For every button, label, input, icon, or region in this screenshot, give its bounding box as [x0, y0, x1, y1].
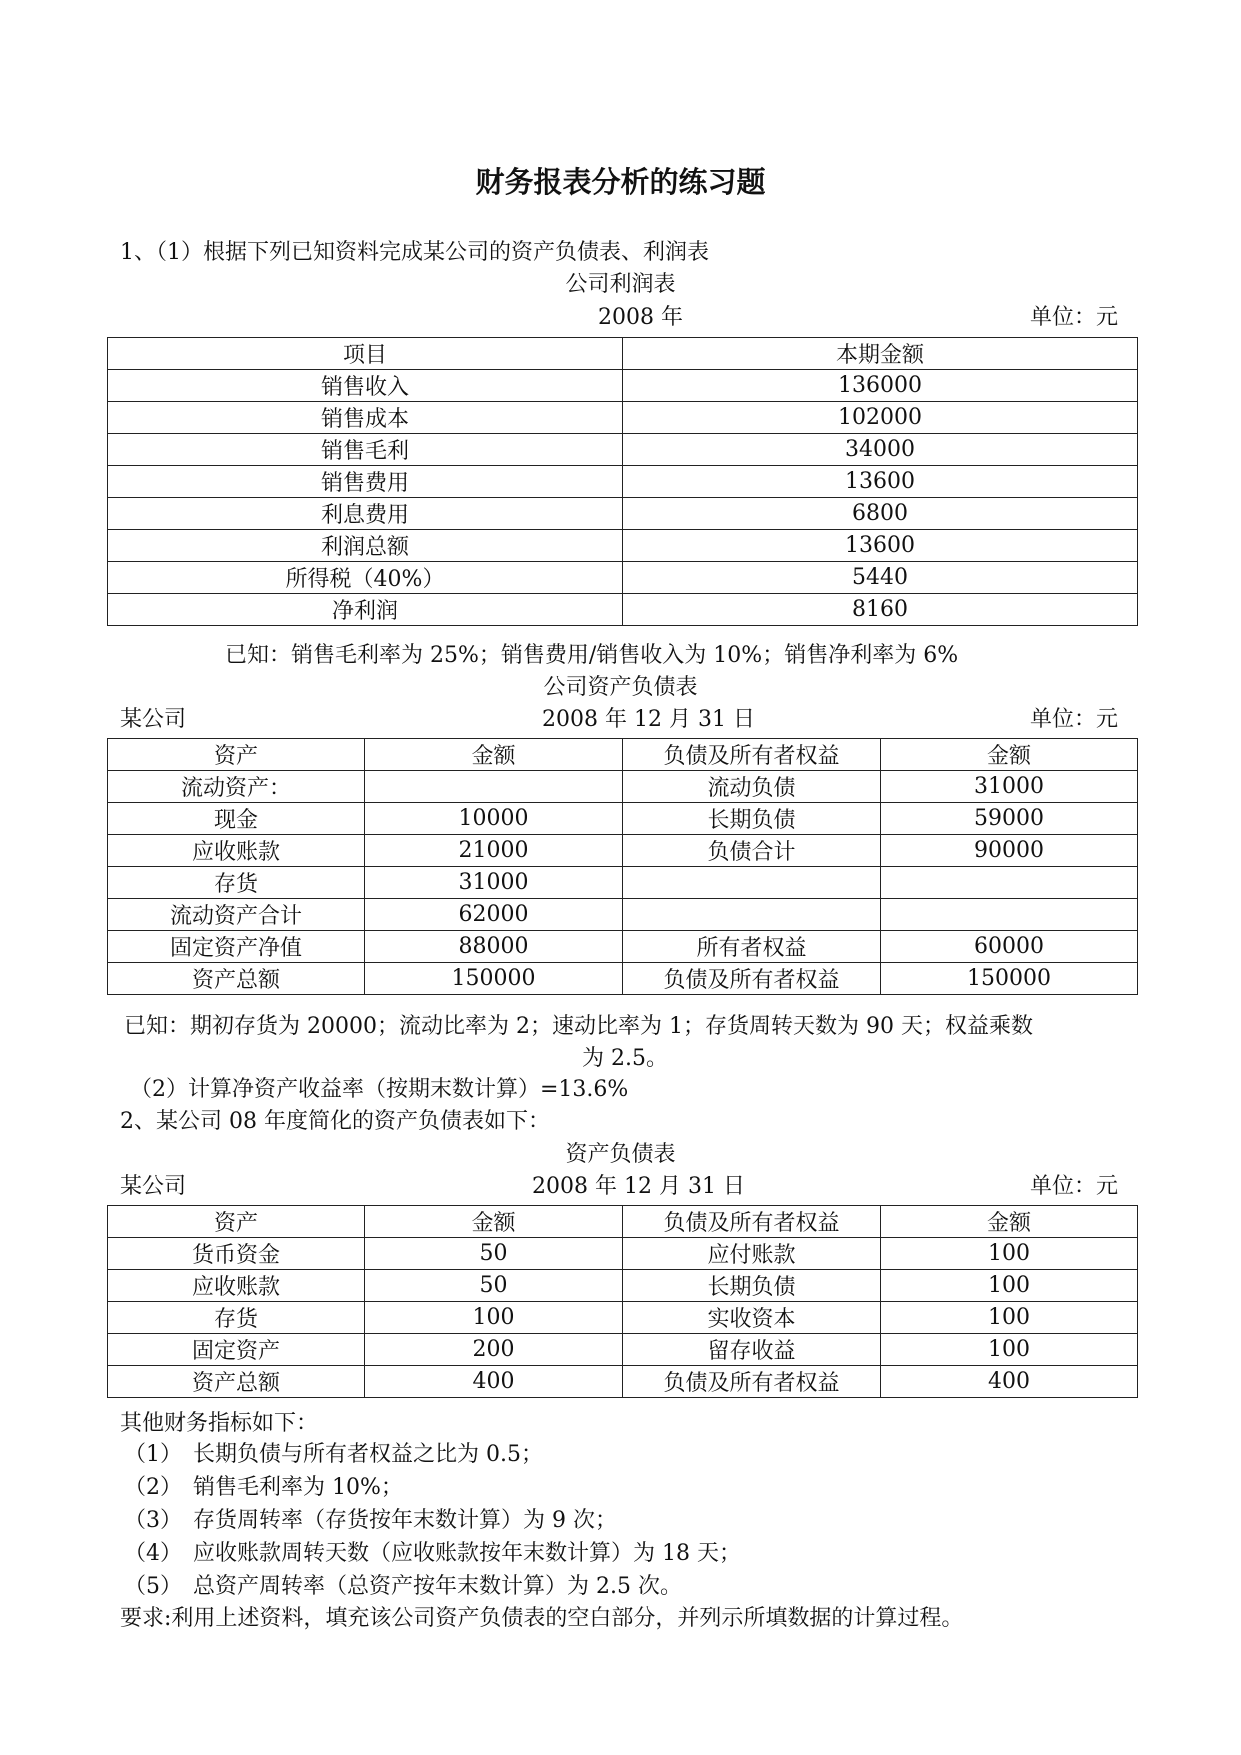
table-cell: 31000 [881, 771, 1138, 803]
table-row [108, 931, 1138, 963]
table-row [108, 1366, 1138, 1398]
indicator-item: （2） 销售毛利率为 10%； [124, 1475, 403, 1500]
indicator-item: （3） 存货周转率（存货按年末数计算）为 9 次； [124, 1508, 617, 1533]
column-header: 金额 [881, 739, 1138, 771]
table-cell: 100 [881, 1270, 1138, 1302]
income-caption: 公司利润表 [565, 272, 676, 297]
table-cell: 88000 [365, 931, 623, 963]
table-cell: 应付账款 [623, 1238, 881, 1270]
q2-intro: 2、某公司 08 年度简化的资产负债表如下： [120, 1109, 550, 1134]
q2-header-row [108, 1206, 1138, 1238]
table-cell: 100 [365, 1302, 623, 1334]
table-cell: 所得税（40%） [108, 562, 623, 594]
table-cell [623, 899, 881, 931]
table-row [108, 594, 1138, 626]
table-row [108, 402, 1138, 434]
indicator-item: （5） 总资产周转率（总资产按年末数计算）为 2.5 次。 [124, 1574, 682, 1599]
table-cell: 现金 [108, 803, 365, 835]
table-cell: 所有者权益 [623, 931, 881, 963]
table-cell: 销售收入 [108, 370, 623, 402]
table-row [108, 1302, 1138, 1334]
table-cell: 34000 [623, 434, 1138, 466]
page-title: 财务报表分析的练习题 [475, 165, 766, 199]
table-cell: 50 [365, 1270, 623, 1302]
column-header: 项目 [108, 338, 623, 370]
column-header: 负债及所有者权益 [623, 739, 881, 771]
table-cell: 利息费用 [108, 498, 623, 530]
table-cell: 负债及所有者权益 [623, 1366, 881, 1398]
q2-caption: 资产负债表 [565, 1142, 676, 1167]
table-cell [881, 867, 1138, 899]
table-cell: 400 [881, 1366, 1138, 1398]
income-year: 2008 年 [598, 305, 683, 330]
column-header: 金额 [365, 739, 623, 771]
table-cell: 21000 [365, 835, 623, 867]
table-cell [365, 771, 623, 803]
table-cell: 13600 [623, 466, 1138, 498]
table-cell: 流动资产： [108, 771, 365, 803]
table-cell: 62000 [365, 899, 623, 931]
balance-date: 2008 年 12 月 31 日 [542, 707, 755, 732]
table-cell: 流动负债 [623, 771, 881, 803]
table-cell: 应收账款 [108, 835, 365, 867]
table-cell: 长期负债 [623, 1270, 881, 1302]
table-row [108, 803, 1138, 835]
balance-unit: 单位：元 [1030, 707, 1119, 732]
table-cell: 流动资产合计 [108, 899, 365, 931]
balance-sheet-table [107, 738, 1138, 995]
table-cell: 50 [365, 1238, 623, 1270]
table-cell: 利润总额 [108, 530, 623, 562]
table-cell: 100 [881, 1334, 1138, 1366]
table-row [108, 466, 1138, 498]
table-cell: 6800 [623, 498, 1138, 530]
table-cell: 102000 [623, 402, 1138, 434]
table-cell: 存货 [108, 1302, 365, 1334]
table-row [108, 963, 1138, 995]
table-row [108, 498, 1138, 530]
income-note: 已知：销售毛利率为 25%；销售费用/销售收入为 10%；销售净利率为 6% [225, 643, 959, 668]
balance-header-row [108, 739, 1138, 771]
income-unit: 单位：元 [1030, 305, 1119, 330]
table-row [108, 867, 1138, 899]
table-row [108, 899, 1138, 931]
column-header: 金额 [365, 1206, 623, 1238]
table-cell: 存货 [108, 867, 365, 899]
column-header: 资产 [108, 1206, 365, 1238]
table-cell: 实收资本 [623, 1302, 881, 1334]
table-cell: 200 [365, 1334, 623, 1366]
table-cell: 136000 [623, 370, 1138, 402]
balance-company: 某公司 [120, 707, 187, 732]
balance-note-line1: 已知：期初存货为 20000；流动比率为 2；速动比率为 1；存货周转天数为 90 天；权益乘数 [124, 1014, 1033, 1039]
table-row [108, 1238, 1138, 1270]
q1-intro: 1、（1）根据下列已知资料完成某公司的资产负债表、利润表 [120, 240, 709, 265]
table-cell: 90000 [881, 835, 1138, 867]
table-cell: 400 [365, 1366, 623, 1398]
q2-balance-sheet-table [107, 1205, 1138, 1398]
table-cell: 150000 [881, 963, 1138, 995]
q2-company: 某公司 [120, 1174, 187, 1199]
balance-caption: 公司资产负债表 [543, 675, 698, 700]
income-header-row [108, 338, 1138, 370]
table-cell [623, 867, 881, 899]
table-cell: 资产总额 [108, 963, 365, 995]
table-row [108, 530, 1138, 562]
table-cell: 销售费用 [108, 466, 623, 498]
table-cell: 销售毛利 [108, 434, 623, 466]
table-cell: 净利润 [108, 594, 623, 626]
table-cell: 100 [881, 1302, 1138, 1334]
table-row [108, 835, 1138, 867]
table-cell: 13600 [623, 530, 1138, 562]
table-cell: 150000 [365, 963, 623, 995]
column-header: 金额 [881, 1206, 1138, 1238]
table-cell: 固定资产 [108, 1334, 365, 1366]
table-cell: 应收账款 [108, 1270, 365, 1302]
table-row [108, 771, 1138, 803]
table-row [108, 434, 1138, 466]
requirement-text: 要求:利用上述资料，填充该公司资产负债表的空白部分，并列示所填数据的计算过程。 [120, 1606, 964, 1631]
column-header: 资产 [108, 739, 365, 771]
table-cell: 负债合计 [623, 835, 881, 867]
table-cell: 8160 [623, 594, 1138, 626]
table-cell: 100 [881, 1238, 1138, 1270]
table-cell: 60000 [881, 931, 1138, 963]
table-row [108, 562, 1138, 594]
table-cell: 留存收益 [623, 1334, 881, 1366]
table-cell: 5440 [623, 562, 1138, 594]
other-indicators-heading: 其他财务指标如下： [120, 1411, 319, 1436]
table-cell: 货币资金 [108, 1238, 365, 1270]
table-row [108, 370, 1138, 402]
q2-unit: 单位：元 [1030, 1174, 1119, 1199]
q2-date: 2008 年 12 月 31 日 [532, 1174, 745, 1199]
table-cell: 长期负债 [623, 803, 881, 835]
q1-part2: （2）计算净资产收益率（按期末数计算）=13.6% [130, 1077, 629, 1102]
table-cell: 销售成本 [108, 402, 623, 434]
table-row [108, 1334, 1138, 1366]
table-cell: 31000 [365, 867, 623, 899]
balance-note-line2: 为 2.5。 [582, 1046, 668, 1071]
column-header: 负债及所有者权益 [623, 1206, 881, 1238]
table-cell: 资产总额 [108, 1366, 365, 1398]
table-cell [881, 899, 1138, 931]
table-cell: 59000 [881, 803, 1138, 835]
indicator-item: （1） 长期负债与所有者权益之比为 0.5； [124, 1442, 543, 1467]
column-header: 本期金额 [623, 338, 1138, 370]
table-cell: 10000 [365, 803, 623, 835]
table-row [108, 1270, 1138, 1302]
indicator-item: （4） 应收账款周转天数（应收账款按年末数计算）为 18 天； [124, 1541, 741, 1566]
table-cell: 负债及所有者权益 [623, 963, 881, 995]
table-cell: 固定资产净值 [108, 931, 365, 963]
income-statement-table [107, 337, 1138, 626]
